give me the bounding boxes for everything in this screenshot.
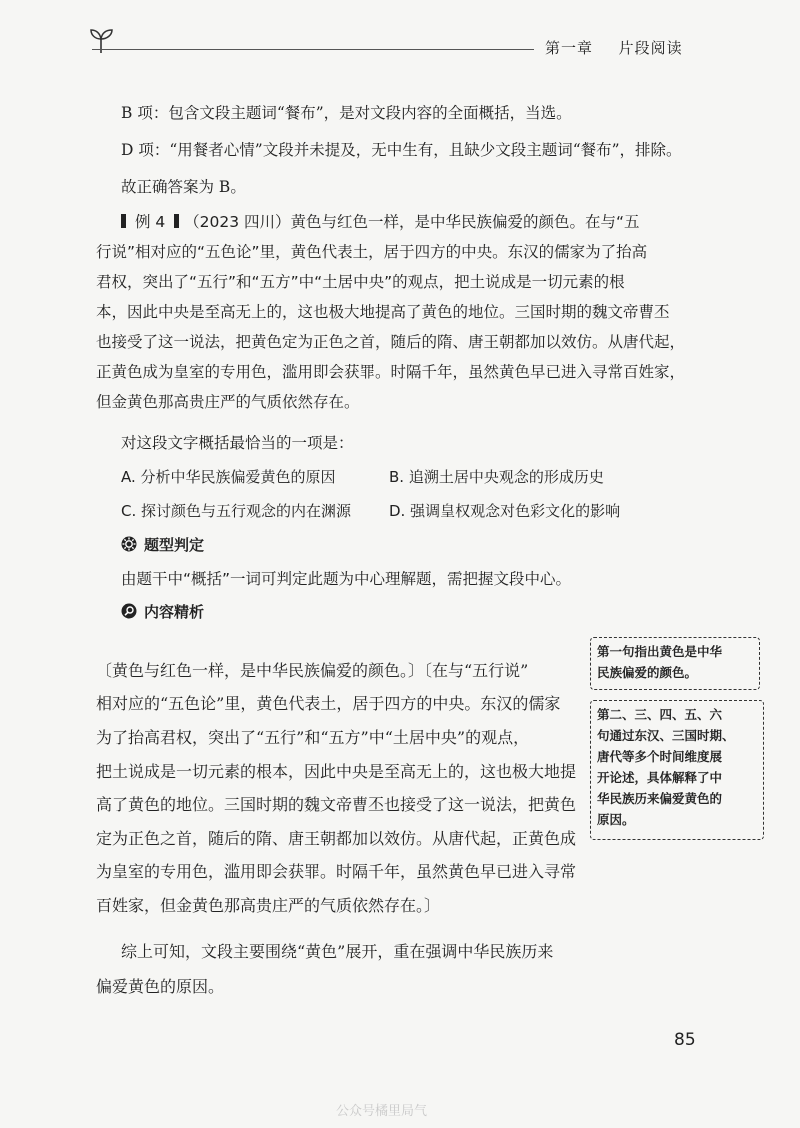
analysis-line-4: 把土说成是一切元素的根本，因此中央是至高无上的，这也极大地提 bbox=[96, 762, 577, 781]
example-line-2: 行说”相对应的“五色论”里，黄色代表土，居于四方的中央。东汉的儒家为了抬高 bbox=[96, 243, 648, 261]
option-b[interactable]: B. 追溯土居中央观念的形成历史 bbox=[389, 468, 604, 486]
example-heading-line bbox=[121, 211, 640, 233]
analysis-line-5: 高了黄色的地位。三国时期的魏文帝曹丕也接受了这一说法，把黄色 bbox=[96, 795, 577, 814]
example-line-1: 黄色与红色一样，是中华民族偏爱的颜色。在与“五 bbox=[290, 213, 640, 231]
magnifier-icon bbox=[121, 603, 137, 619]
option-c[interactable]: C. 探讨颜色与五行观念的内在渊源 bbox=[121, 502, 352, 520]
content-analysis-title: 内容精析 bbox=[144, 603, 205, 621]
analysis-line-2: 相对应的“五色论”里，黄色代表土，居于四方的中央。东汉的儒家 bbox=[96, 694, 561, 713]
question-stem: 对这段文字概括最恰当的一项是： bbox=[121, 434, 354, 452]
summary-line-2: 偏爱黄色的原因。 bbox=[96, 977, 225, 996]
note2-line-1: 第二、三、四、五、六 bbox=[597, 707, 723, 722]
gear-icon bbox=[121, 536, 137, 552]
running-header bbox=[545, 37, 683, 58]
note2-line-6: 原因。 bbox=[597, 812, 635, 827]
watermark: 公众号橘里局气 bbox=[336, 1104, 428, 1119]
example-line-3: 君权，突出了“五行”和“五方”中“土居中央”的观点，把土说成是一切元素的根 bbox=[96, 273, 625, 291]
type-judgment-text: 由题干中“概括”一词可判定此题为中心理解题，需把握文段中心。 bbox=[121, 570, 572, 588]
example-line-5: 也接受了这一说法，把黄色定为正色之首，随后的隋、唐王朝都加以效仿。从唐代起， bbox=[96, 333, 686, 351]
example-line-6: 正黄色成为皇室的专用色，滥用即会获罪。时隔千年，虽然黄色早已进入寻常百姓家， bbox=[96, 363, 686, 381]
note2-line-2: 句通过东汉、三国时期、 bbox=[597, 728, 735, 743]
option-d[interactable]: D. 强调皇权观念对色彩文化的影响 bbox=[389, 502, 621, 520]
analysis-line-7: 为皇室的专用色，滥用即会获罪。时隔千年，虽然黄色早已进入寻常 bbox=[96, 862, 577, 881]
analysis-line-6: 定为正色之首，随后的隋、唐王朝都加以效仿。从唐代起，正黄色成 bbox=[96, 829, 577, 848]
option-a[interactable]: A. 分析中华民族偏爱黄色的原因 bbox=[121, 468, 336, 486]
example-bar-right bbox=[174, 214, 179, 228]
analysis-d-item: D 项：“用餐者心情”文段并未提及，无中生有，且缺少文段主题词“餐布”，排除。 bbox=[121, 141, 682, 159]
page-number: 85 bbox=[674, 1030, 696, 1050]
margin-note-2 bbox=[590, 700, 764, 840]
example-bar-left bbox=[121, 214, 126, 228]
chapter-label: 第一章 bbox=[545, 39, 594, 57]
example-line-4: 本，因此中央是至高无上的，这也极大地提高了黄色的地位。三国时期的魏文帝曹丕 bbox=[96, 303, 670, 321]
note1-line-2: 民族偏爱的颜色。 bbox=[597, 665, 698, 680]
margin-note-1 bbox=[590, 637, 760, 690]
analysis-line-1: 〔黄色与红色一样，是中华民族偏爱的颜色。〕〔在与“五行说” bbox=[96, 661, 529, 680]
header-rule bbox=[92, 49, 534, 50]
section-label: 片段阅读 bbox=[618, 39, 683, 57]
example-source: （2023 四川） bbox=[184, 213, 291, 231]
example-line-7: 但金黄色那高贵庄严的气质依然存在。 bbox=[96, 393, 360, 411]
type-judgment-title: 题型判定 bbox=[144, 536, 205, 554]
note2-line-4: 开论述，具体解释了中 bbox=[597, 770, 723, 785]
example-label: 例 4 bbox=[134, 213, 166, 231]
note2-line-3: 唐代等多个时间维度展 bbox=[597, 749, 723, 764]
analysis-answer: 故正确答案为 B。 bbox=[121, 178, 246, 196]
note1-line-1: 第一句指出黄色是中华 bbox=[597, 644, 723, 659]
analysis-b-item: B 项：包含文段主题词“餐布”，是对文段内容的全面概括，当选。 bbox=[121, 104, 572, 122]
summary-line-1: 综上可知，文段主要围绕“黄色”展开，重在强调中华民族历来 bbox=[121, 942, 554, 961]
note2-line-5: 华民族历来偏爱黄色的 bbox=[597, 791, 723, 806]
analysis-line-8: 百姓家，但金黄色那高贵庄严的气质依然存在。〕 bbox=[96, 896, 441, 915]
analysis-line-3: 为了抬高君权，突出了“五行”和“五方”中“土居中央”的观点， bbox=[96, 728, 530, 747]
